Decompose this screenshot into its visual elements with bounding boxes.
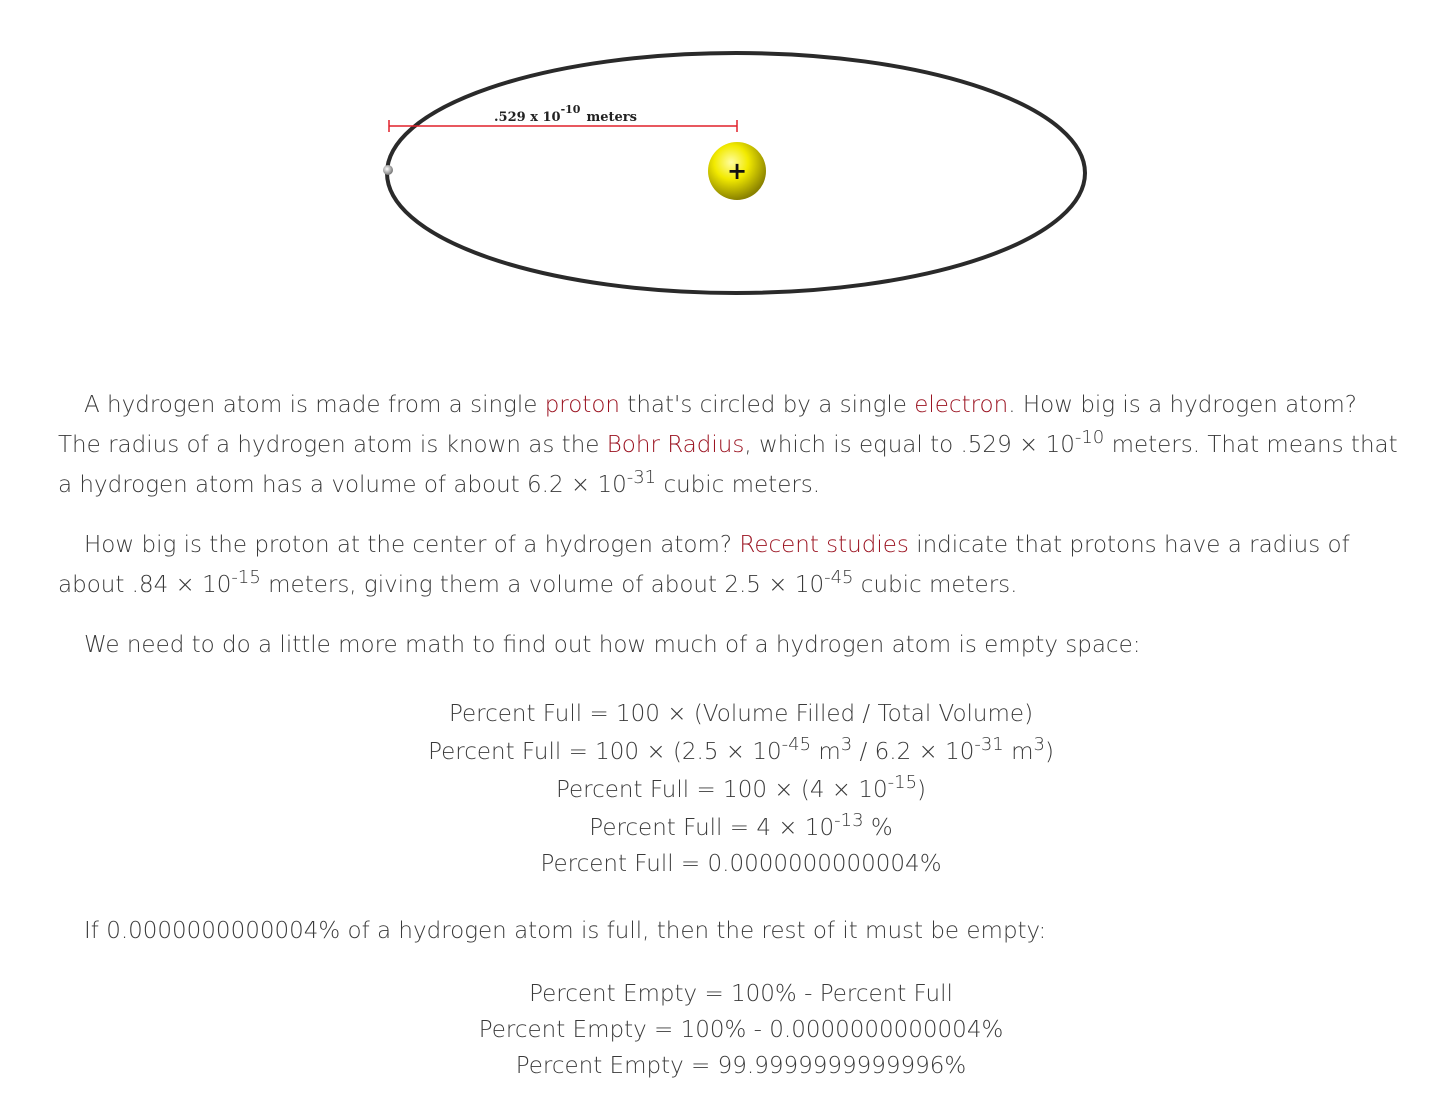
equation-empty-2: Percent Empty = 100% - 0.0000000000004% — [478, 1017, 1004, 1043]
equation-full-3: Percent Full = $100 \times (4 \times 10^{-15})$ — [555, 772, 927, 803]
paragraph-math-intro: We need to do a little more math to find out how much of a hydrogen atom is empty space: — [84, 632, 1141, 658]
paragraph-empty-intro: If 0.0000000000004% of a hydrogen atom is full, then the rest of it must be empty: — [84, 918, 1047, 944]
link-proton[interactable]: proton — [544, 392, 620, 418]
link-recent-studies[interactable]: Recent studies — [739, 532, 909, 558]
paragraph-proton-size: How big is the proton at the center of a hydrogen atom? Recent studies indicate that protons have a radius of about $.84 \times 10^{-15}$ meters, giving them a volume of about $2.5 \times 10^{-45}$ cubic meters. — [58, 532, 1350, 598]
equations-percent-empty — [58, 976, 1398, 1084]
equation-full-1: Percent Full = 100 × (Volume Filled / Total Volume) — [448, 701, 1034, 727]
equations-percent-full — [58, 695, 1398, 881]
link-electron[interactable]: electron — [914, 392, 1009, 418]
equation-full-5: Percent Full = 0.0000000000004% — [540, 851, 942, 877]
electron — [383, 165, 393, 175]
equation-empty-1: Percent Empty = 100% - Percent Full — [529, 981, 953, 1007]
link-bohr-radius[interactable]: Bohr Radius — [606, 432, 745, 458]
equation-empty-3: Percent Empty = 99.9999999999996% — [515, 1053, 967, 1079]
hydrogen-atom-diagram — [370, 40, 1100, 310]
article-body — [58, 385, 1398, 1084]
equation-full-4: Percent Full = $4 \times 10^{-13}$ % — [589, 810, 893, 841]
radius-label: .529 x $10^{-10}meters$ — [494, 103, 637, 125]
paragraph-atom-size: A hydrogen atom is made from a single proton that's circled by a single electron. How big is a hydrogen atom? The radius of a hydrogen atom is known as the Bohr Radius, which is equal to $.529 \times 10^{-10}$ meters. That means that a hydrogen atom has a volume of about $6.2 \times 10^{-31}$ cubic meters. — [58, 392, 1398, 498]
nucleus-plus-sign: + — [726, 157, 748, 185]
equation-full-2: Percent Full = $100 \times (2.5 \times 10^{-45}$ $m^3 / 6.2 \times 10^{-31}$ $m^3$) — [428, 734, 1054, 765]
